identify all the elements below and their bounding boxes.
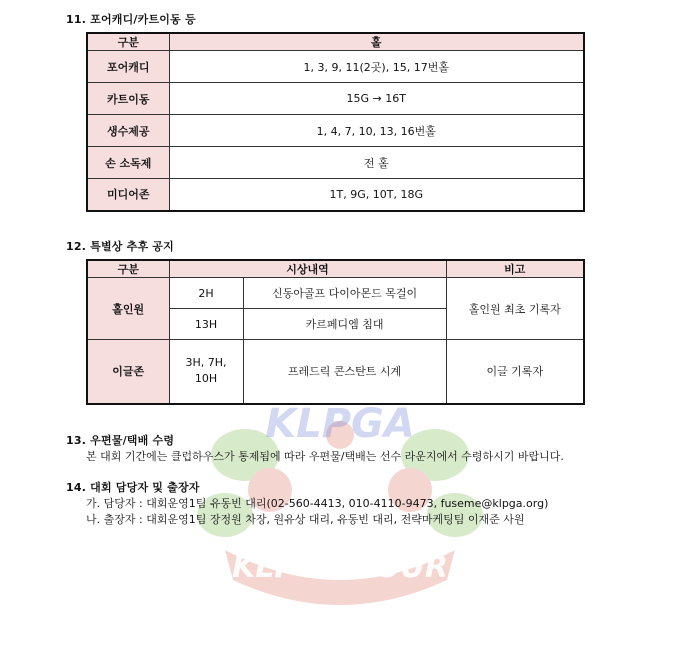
header-note: 비고 <box>446 260 584 278</box>
section-12-title: 12. 특별상 추후 공지 <box>66 240 174 253</box>
holeinone-hole: 13H <box>169 309 243 340</box>
row-value: 15G → 16T <box>169 83 584 115</box>
header-award: 시상내역 <box>169 260 446 278</box>
staff-line: 나. 출장자 : 대회운영1팀 장정원 차장, 원유상 대리, 유동빈 대리, 전략마케팅팀 이재준 사원 <box>86 513 525 526</box>
section-11-title: 11. 포어캐디/카트이동 등 <box>66 13 196 26</box>
header-hole: 홀 <box>169 33 584 51</box>
row-value: 전 홀 <box>169 147 584 179</box>
section-14-title: 14. 대회 담당자 및 출장자 <box>66 481 200 494</box>
watermark-top-text: KLPGA <box>265 401 415 447</box>
row-label: 카트이동 <box>87 83 169 115</box>
row-label: 생수제공 <box>87 115 169 147</box>
header-category: 구분 <box>87 260 169 278</box>
row-value: 1T, 9G, 10T, 18G <box>169 179 584 211</box>
holeinone-hole: 2H <box>169 278 243 309</box>
header-category: 구분 <box>87 33 169 51</box>
section-11-table <box>86 32 585 212</box>
holeinone-note: 홀인원 최초 기록자 <box>446 278 584 340</box>
row-value: 1, 4, 7, 10, 13, 16번홀 <box>169 115 584 147</box>
section-13-title: 13. 우편물/택배 수령 <box>66 434 175 447</box>
section-13-text: 본 대회 기간에는 클럽하우스가 통제됨에 따라 우편물/택배는 선수 라운지에서 수령하시기 바랍니다. <box>86 450 564 463</box>
eagle-hole: 3H, 7H, 10H <box>169 340 243 404</box>
row-value: 1, 3, 9, 11(2곳), 15, 17번홀 <box>169 51 584 83</box>
holeinone-prize: 카르페디엠 침대 <box>243 309 446 340</box>
watermark-bottom-text: KLPGA TOUR <box>231 550 449 585</box>
row-label: 손 소독제 <box>87 147 169 179</box>
eagle-label: 이글존 <box>87 340 169 404</box>
eagle-note: 이글 기록자 <box>446 340 584 404</box>
section-12-table <box>86 259 585 405</box>
eagle-prize: 프레드릭 콘스탄트 시계 <box>243 340 446 404</box>
holeinone-label: 홀인원 <box>87 278 169 340</box>
contact-line: 가. 담당자 : 대회운영1팀 유동빈 대리(02-560-4413, 010-4110-9473, fuseme@klpga.org) <box>86 497 549 510</box>
holeinone-prize: 신동아골프 다이아몬드 목걸이 <box>243 278 446 309</box>
row-label: 미디어존 <box>87 179 169 211</box>
row-label: 포어캐디 <box>87 51 169 83</box>
